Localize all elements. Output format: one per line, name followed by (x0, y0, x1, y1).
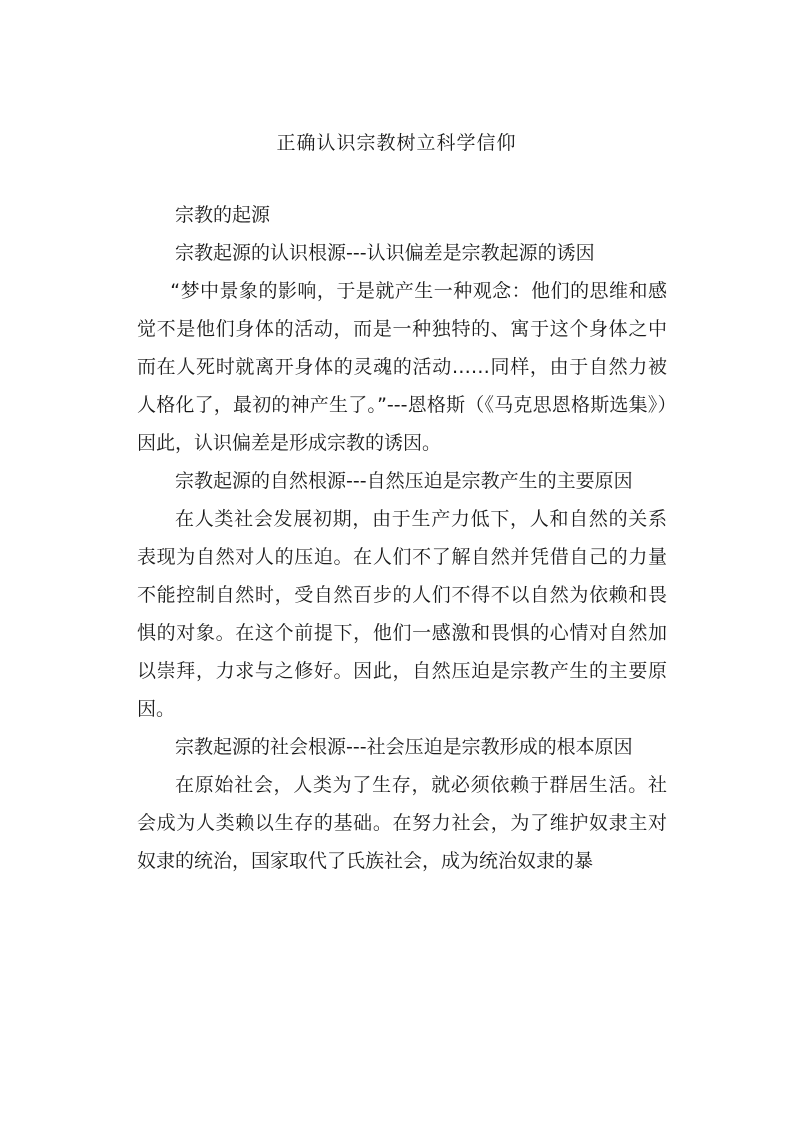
natural-root-paragraph: 在人类社会发展初期，由于生产力低下，人和自然的关系表现为自然对人的压迫。在人们不了解自然并凭借自己的力量不能控制自然时，受自然百步的人们不得不以自然为依赖和畏惧的对象。在这个前提下，他们一感激和畏惧的心情对自然加以崇拜，力求与之修好。因此，自然压迫是宗教产生的主要原因。 (137, 508, 667, 720)
section-heading-origin: 宗教的起源 (175, 204, 271, 226)
engels-quote-paragraph: “梦中景象的影响，于是就产生一种观念：他们的思维和感觉不是他们身体的活动，而是一种独特的、寓于这个身体之中而在人死时就离开身体的灵魂的活动……同样，由于自然力被人格化了，最初的神产生了。”---恩格斯（《马克思恩格斯选集》）因此，认识偏差是形成宗教的诱因。 (137, 280, 667, 454)
subheading-natural-root: 宗教起源的自然根源---自然压迫是宗教产生的主要原因 (175, 470, 633, 492)
document-title: 正确认识宗教树立科学信仰 (276, 132, 517, 154)
social-root-paragraph: 在原始社会，人类为了生存，就必须依赖于群居生活。社会成为人类赖以生存的基础。在努力社会，为了维护奴隶主对奴隶的统治，国家取代了氏族社会，成为统治奴隶的暴 (137, 774, 667, 872)
subheading-social-root: 宗教起源的社会根源---社会压迫是宗教形成的根本原因 (175, 736, 633, 758)
subheading-cognitive-root: 宗教起源的认识根源---认识偏差是宗教起源的诱因 (175, 242, 595, 264)
document-body (137, 196, 667, 880)
